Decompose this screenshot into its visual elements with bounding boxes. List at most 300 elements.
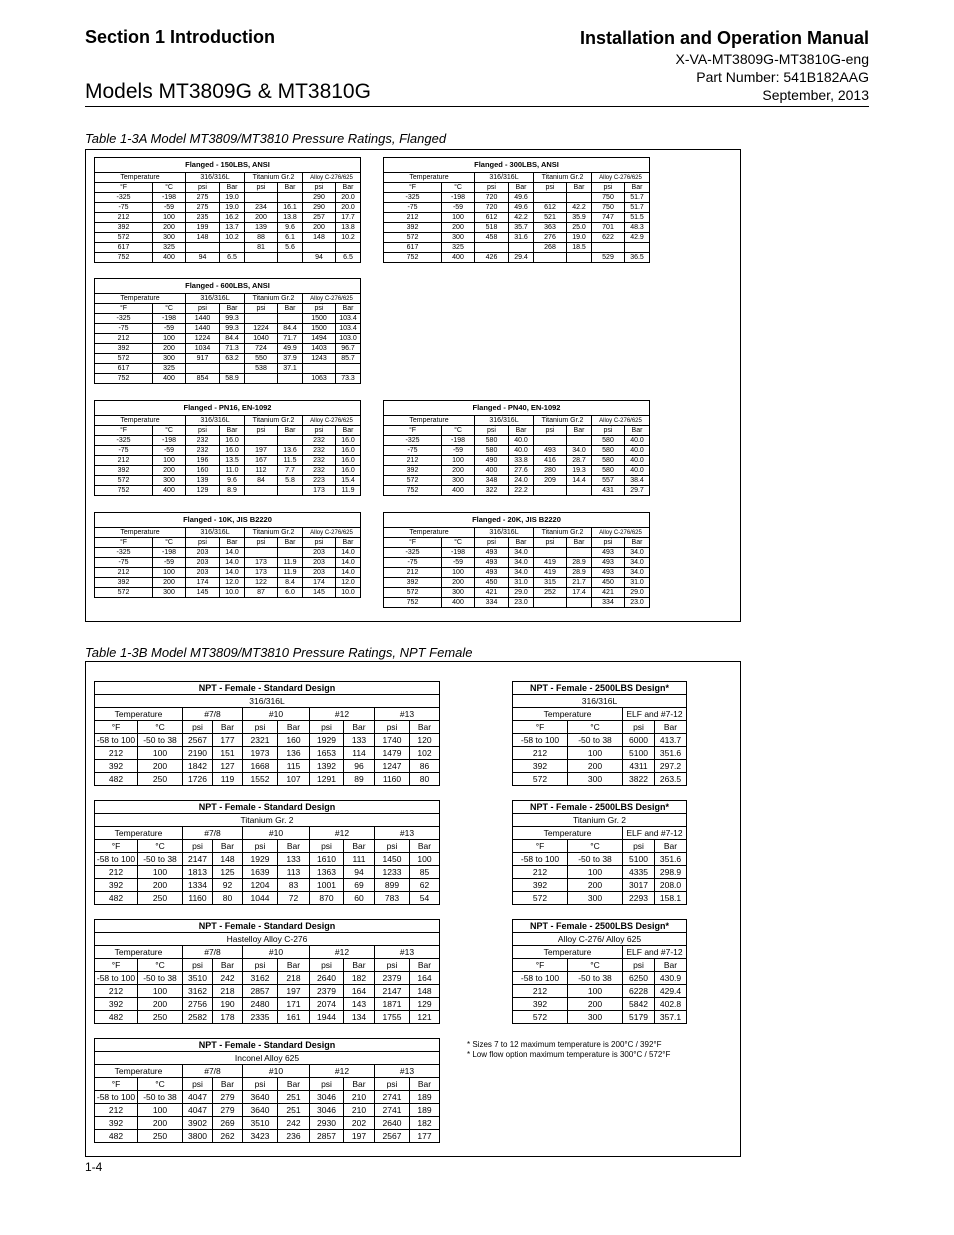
table-row (384, 243, 650, 253)
table-cell: 100 (138, 985, 183, 998)
table-cell: 34.0 (625, 558, 650, 568)
table-cell: 203 (303, 548, 336, 558)
table-cell: 1440 (186, 324, 220, 334)
table-cell: 120 (410, 734, 440, 747)
table-cell: 212 (513, 985, 568, 998)
table-cell: 392 (384, 578, 442, 588)
column-header: Bar (410, 721, 440, 734)
table-cell: 202 (344, 1117, 375, 1130)
column-header: °F (95, 304, 153, 314)
table-cell: 31.0 (625, 578, 650, 588)
column-header: Bar (336, 304, 361, 314)
table-cell: 100 (442, 213, 475, 223)
npt-2500lbs-table (512, 800, 687, 905)
column-header: psi (303, 426, 336, 436)
column-header: °F (95, 721, 138, 734)
table-cell: 16.1 (278, 203, 303, 213)
table-cell: 580 (592, 466, 625, 476)
table-cell: 200 (138, 998, 183, 1011)
column-header: Alloy C-276/625 (592, 173, 650, 183)
table-cell: 49.9 (278, 344, 303, 354)
table-cell: 1929 (310, 734, 344, 747)
table-cell: 34.0 (509, 558, 534, 568)
table-cell (245, 314, 278, 324)
table-cell: 235 (186, 213, 220, 223)
table-title: Flanged - 20K, JIS B2220 (384, 513, 650, 528)
table-cell: 580 (592, 436, 625, 446)
table-cell: 29.0 (509, 588, 534, 598)
column-header: #12 (310, 946, 375, 959)
table-cell: 92 (213, 879, 243, 892)
table-title-row (384, 158, 650, 173)
table-row (95, 760, 440, 773)
table-header-row (95, 173, 361, 183)
table-cell: 1929 (243, 853, 278, 866)
table-row (95, 374, 361, 384)
table-cell: 42.2 (567, 203, 592, 213)
table-cell: 1494 (303, 334, 336, 344)
table-row (95, 324, 361, 334)
table-cell: 300 (153, 354, 186, 364)
table-cell (534, 486, 567, 496)
table-cell: 234 (245, 203, 278, 213)
table-cell: -58 to 100 (95, 734, 138, 747)
table-row (513, 734, 687, 747)
material-row (513, 814, 687, 827)
table-cell (567, 436, 592, 446)
table-cell: 2190 (183, 747, 213, 760)
table-title-row (384, 401, 650, 416)
table-row (513, 879, 687, 892)
column-header: Bar (220, 426, 245, 436)
column-header: Titanium Gr.2 (534, 528, 592, 538)
table-cell: 200 (138, 879, 183, 892)
column-header: psi (475, 426, 509, 436)
table-cell (278, 548, 303, 558)
table-header-row (95, 304, 361, 314)
table-cell: 13.7 (220, 223, 245, 233)
table-cell: 100 (442, 456, 475, 466)
table-cell (303, 364, 336, 374)
table-cell: 2147 (183, 853, 213, 866)
table-cell: 58.9 (220, 374, 245, 384)
table-cell: 212 (95, 334, 153, 344)
column-header: Bar (336, 538, 361, 548)
table-cell: 84.4 (278, 324, 303, 334)
table-cell: 212 (95, 866, 138, 879)
table-row (95, 1117, 440, 1130)
column-header: °F (513, 840, 568, 853)
table-cell: 300 (568, 892, 623, 905)
table-row (384, 486, 650, 496)
table-cell: 550 (245, 354, 278, 364)
table-row (513, 1011, 687, 1024)
column-header: Temperature (513, 708, 623, 721)
table-cell: 1610 (310, 853, 344, 866)
table-cell: 257 (303, 213, 336, 223)
table-header-row (95, 1065, 440, 1078)
npt-standard-table (94, 681, 440, 786)
column-header: psi (243, 959, 278, 972)
table-cell: 171 (278, 998, 310, 1011)
column-header: Bar (220, 304, 245, 314)
table-header-row (384, 426, 650, 436)
table-cell: 400 (153, 253, 186, 263)
table-cell: 392 (513, 760, 568, 773)
table-cell: 263.5 (655, 773, 687, 786)
table-row (384, 558, 650, 568)
material-label: Hastelloy Alloy C-276 (95, 933, 440, 946)
table-cell: 40.0 (625, 436, 650, 446)
table-cell: 19.0 (220, 203, 245, 213)
table-cell: 88 (245, 233, 278, 243)
table-header-row (95, 416, 361, 426)
table-cell: 1973 (243, 747, 278, 760)
column-header: Bar (625, 538, 650, 548)
table-cell: 899 (375, 879, 410, 892)
table-cell: 622 (592, 233, 625, 243)
column-header: #13 (375, 827, 440, 840)
table-cell: 300 (153, 476, 186, 486)
table-cell: 178 (213, 1011, 243, 1024)
table-cell: 177 (410, 1130, 440, 1143)
table-cell (220, 243, 245, 253)
table-cell: 3423 (243, 1130, 278, 1143)
table-cell: 197 (278, 985, 310, 998)
column-header: 316/316L (475, 173, 534, 183)
table-cell: 212 (513, 866, 568, 879)
table-cell: 54 (410, 892, 440, 905)
table-row (95, 853, 440, 866)
table-title: NPT - Female - Standard Design (95, 920, 440, 933)
table-title-row (513, 682, 687, 695)
table-cell: 617 (95, 364, 153, 374)
table-cell: -75 (384, 446, 442, 456)
table-cell: 25.0 (567, 223, 592, 233)
table-cell: 300 (442, 233, 475, 243)
table-cell: 148 (410, 985, 440, 998)
table-cell: 1500 (303, 324, 336, 334)
table-row (384, 193, 650, 203)
table-cell: 203 (186, 568, 220, 578)
table-cell: 1403 (303, 344, 336, 354)
table-row (95, 233, 361, 243)
table-title: NPT - Female - Standard Design (95, 1039, 440, 1052)
material-label: Titanium Gr. 2 (513, 814, 687, 827)
column-header: Bar (278, 1078, 310, 1091)
table-cell: 232 (303, 436, 336, 446)
table-cell (534, 193, 567, 203)
table-cell: 290 (303, 193, 336, 203)
table-cell: -59 (442, 558, 475, 568)
table-cell: 4047 (183, 1104, 213, 1117)
table-cell (245, 548, 278, 558)
table-cell: 22.2 (509, 486, 534, 496)
table-cell: 493 (534, 446, 567, 456)
table-cell: 392 (95, 466, 153, 476)
table-cell: -50 to 38 (568, 972, 623, 985)
table-cell: 200 (138, 1117, 183, 1130)
table-cell: 3822 (623, 773, 655, 786)
table-cell: 94 (344, 866, 375, 879)
flanged-rating-table (383, 512, 650, 608)
table-cell: 208.0 (655, 879, 687, 892)
column-header: °C (153, 538, 186, 548)
table-cell: 3510 (183, 972, 213, 985)
flanged-rating-table (94, 157, 361, 263)
table-cell: 173 (245, 568, 278, 578)
table-cell: 430.9 (655, 972, 687, 985)
table-cell: 572 (95, 354, 153, 364)
table-cell: 250 (138, 773, 183, 786)
table-cell: 103.4 (336, 314, 361, 324)
table-header-row (95, 294, 361, 304)
table-cell: 212 (95, 456, 153, 466)
table-row (95, 747, 440, 760)
column-header: Titanium Gr.2 (245, 173, 303, 183)
column-header: Bar (213, 959, 243, 972)
table-cell: 96 (344, 760, 375, 773)
material-label: Alloy C-276/ Alloy 625 (513, 933, 687, 946)
column-header: Bar (278, 840, 310, 853)
table-header-row (95, 827, 440, 840)
header-rule (85, 106, 869, 107)
column-header: 316/316L (186, 528, 245, 538)
table-cell: 1500 (303, 314, 336, 324)
table-cell: 16.0 (336, 436, 361, 446)
table-title-row (513, 920, 687, 933)
table-cell: 119 (213, 773, 243, 786)
table-cell: 133 (344, 734, 375, 747)
table-cell: -50 to 38 (568, 853, 623, 866)
column-header: °C (442, 538, 475, 548)
table-cell: 280 (534, 466, 567, 476)
table-cell: -325 (95, 193, 153, 203)
table-cell: 5.6 (278, 243, 303, 253)
table-cell: 182 (410, 1117, 440, 1130)
table-cell: 325 (153, 364, 186, 374)
column-header: psi (592, 183, 625, 193)
column-header: Bar (278, 304, 303, 314)
table-row (95, 578, 361, 588)
table-row (95, 213, 361, 223)
table-cell: 62 (410, 879, 440, 892)
column-header: psi (245, 538, 278, 548)
table-cell (278, 486, 303, 496)
table-cell: 197 (245, 446, 278, 456)
column-header: °F (95, 840, 138, 853)
table-cell: 6.0 (278, 588, 303, 598)
table-cell (220, 364, 245, 374)
table-cell: 100 (138, 1104, 183, 1117)
table-cell: 189 (410, 1104, 440, 1117)
table-cell: 89 (344, 773, 375, 786)
table-cell: 23.0 (625, 598, 650, 608)
table-cell: 13.5 (220, 456, 245, 466)
table-cell: 36.5 (625, 253, 650, 263)
table-row (95, 866, 440, 879)
table-cell (303, 243, 336, 253)
table-cell: 400 (475, 466, 509, 476)
column-header: ELF and #7-12 (623, 827, 687, 840)
column-header: psi (303, 304, 336, 314)
table-title: Flanged - PN16, EN-1092 (95, 401, 361, 416)
column-header: Alloy C-276/625 (303, 173, 361, 183)
table-cell: 209 (534, 476, 567, 486)
table-cell: 81 (245, 243, 278, 253)
table-cell: 6250 (623, 972, 655, 985)
table-cell: 103.0 (336, 334, 361, 344)
table-cell: 720 (475, 203, 509, 213)
table-cell: 612 (534, 203, 567, 213)
table-row (513, 747, 687, 760)
table-cell: -59 (442, 446, 475, 456)
table-header-row (95, 959, 440, 972)
table-cell: 2074 (310, 998, 344, 1011)
column-header: psi (534, 538, 567, 548)
table-cell: 164 (344, 985, 375, 998)
table-cell: 40.0 (625, 456, 650, 466)
table-cell: 200 (245, 213, 278, 223)
table-cell: 203 (303, 558, 336, 568)
material-label: 316/316L (95, 695, 440, 708)
table-row (95, 1104, 440, 1117)
table-cell: -58 to 100 (95, 853, 138, 866)
table-cell: 34.0 (567, 446, 592, 456)
table-cell: 2857 (243, 985, 278, 998)
table-cell: -50 to 38 (138, 853, 183, 866)
table-header-row (513, 840, 687, 853)
table-row (513, 985, 687, 998)
table-cell: 400 (442, 598, 475, 608)
table-cell: 85 (410, 866, 440, 879)
table-title-row (95, 513, 361, 528)
table-cell: 223 (303, 476, 336, 486)
column-header: Temperature (513, 827, 623, 840)
table-cell: 1334 (183, 879, 213, 892)
table-cell: 34.0 (625, 568, 650, 578)
table-cell: -325 (384, 193, 442, 203)
table-cell: -58 to 100 (513, 972, 568, 985)
table-header-row (95, 840, 440, 853)
table-cell: 34.0 (625, 548, 650, 558)
column-header: Bar (278, 959, 310, 972)
table-cell: 19.0 (567, 233, 592, 243)
table-title: Flanged - 10K, JIS B2220 (95, 513, 361, 528)
column-header: Temperature (513, 946, 623, 959)
table-cell: 100 (568, 747, 623, 760)
table-cell: 482 (95, 892, 138, 905)
table-cell: 203 (186, 558, 220, 568)
column-header: #10 (243, 946, 310, 959)
table-cell: 100 (568, 866, 623, 879)
table-cell: 19.0 (220, 193, 245, 203)
column-header: Bar (655, 721, 687, 734)
manual-title: Installation and Operation Manual (579, 28, 869, 48)
table-cell: 783 (375, 892, 410, 905)
table-row (95, 253, 361, 263)
table-cell: 134 (344, 1011, 375, 1024)
table-cell: 572 (384, 476, 442, 486)
flanged-caption: Table 1-3A Model MT3809/MT3810 Pressure Ratings, Flanged (85, 131, 447, 146)
table-cell: 6000 (623, 734, 655, 747)
table-cell: 133 (278, 853, 310, 866)
table-cell: 242 (213, 972, 243, 985)
table-cell: -198 (442, 548, 475, 558)
table-row (384, 476, 650, 486)
table-cell: 80 (410, 773, 440, 786)
table-cell: 29.7 (625, 486, 650, 496)
table-cell (592, 243, 625, 253)
table-cell: 752 (384, 253, 442, 263)
table-cell: 3902 (183, 1117, 213, 1130)
section-title: Section 1 Introduction (85, 27, 276, 47)
table-title-row (95, 801, 440, 814)
column-header: Bar (278, 538, 303, 548)
table-cell: 392 (95, 1117, 138, 1130)
table-cell: 2930 (310, 1117, 344, 1130)
table-cell (278, 193, 303, 203)
table-cell: 325 (153, 243, 186, 253)
table-cell: 1160 (375, 773, 410, 786)
table-cell: 298.9 (655, 866, 687, 879)
column-header: Alloy C-276/625 (592, 416, 650, 426)
table-cell: 100 (138, 747, 183, 760)
column-header: Temperature (95, 1065, 183, 1078)
table-cell: 99.3 (220, 324, 245, 334)
table-cell: 580 (475, 436, 509, 446)
column-header: °C (138, 959, 183, 972)
column-header: psi (183, 840, 213, 853)
table-cell: 148 (303, 233, 336, 243)
table-cell: 203 (303, 568, 336, 578)
table-cell: 200 (442, 578, 475, 588)
table-cell: 148 (213, 853, 243, 866)
table-cell: 854 (186, 374, 220, 384)
column-header: psi (186, 183, 220, 193)
table-header-row (513, 708, 687, 721)
column-header: Bar (344, 1078, 375, 1091)
flanged-rating-table (94, 278, 361, 384)
table-cell: 2379 (310, 985, 344, 998)
table-cell: 100 (138, 866, 183, 879)
table-cell: 14.0 (220, 548, 245, 558)
table-cell: 5179 (623, 1011, 655, 1024)
column-header: Temperature (95, 294, 186, 304)
column-header: °F (95, 1078, 138, 1091)
table-cell: 251 (278, 1091, 310, 1104)
column-header: Bar (567, 426, 592, 436)
table-cell: 413.7 (655, 734, 687, 747)
table-cell: 15.4 (336, 476, 361, 486)
table-cell: 139 (186, 476, 220, 486)
table-cell: 3162 (183, 985, 213, 998)
table-row (384, 578, 650, 588)
table-cell: 429.4 (655, 985, 687, 998)
table-header-row (95, 1078, 440, 1091)
material-row (95, 695, 440, 708)
table-cell: 96.7 (336, 344, 361, 354)
column-header: Bar (410, 840, 440, 853)
npt-caption: Table 1-3B Model MT3809/MT3810 Pressure Ratings, NPT Female (85, 645, 473, 660)
table-cell: -58 to 100 (95, 1091, 138, 1104)
table-cell: 103.4 (336, 324, 361, 334)
table-cell: 300 (442, 476, 475, 486)
table-cell: 160 (186, 466, 220, 476)
table-row (384, 568, 650, 578)
column-header: °C (568, 959, 623, 972)
table-row (95, 203, 361, 213)
